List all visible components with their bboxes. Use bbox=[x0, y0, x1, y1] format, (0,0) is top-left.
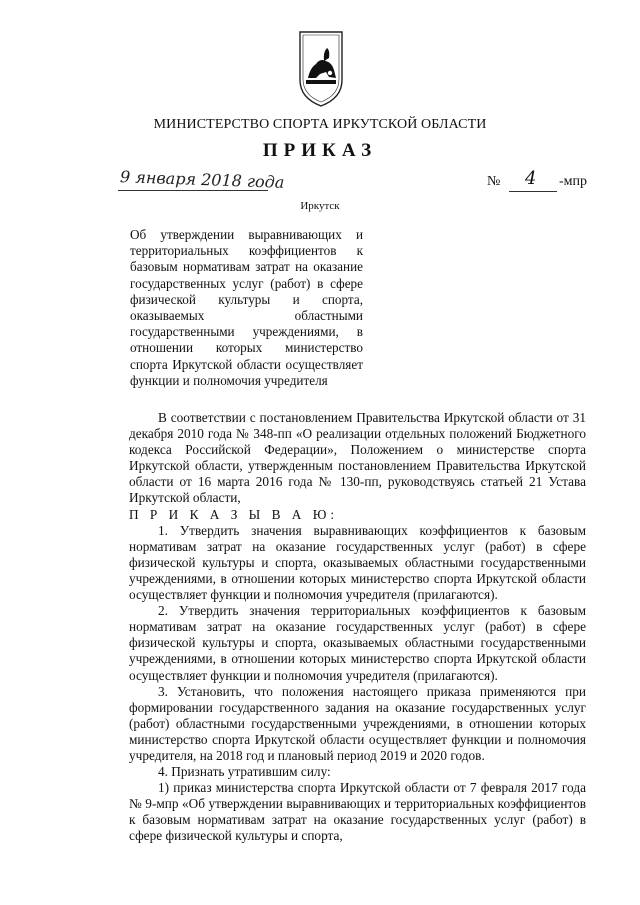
order-number bbox=[487, 168, 607, 196]
order-body bbox=[129, 410, 586, 845]
handwritten-number: 4 bbox=[525, 168, 537, 189]
number-suffix: -мпр bbox=[559, 174, 588, 189]
handwritten-date: 9 января 2018 года bbox=[119, 167, 285, 192]
number-sign: № bbox=[487, 174, 501, 189]
order-item-1: 1. Утвердить значения выравнивающих коэффициентов к базовым нормативам затрат на оказание государственных услуг (работ) в сфере физической культуры и спорта, оказываемых областными государственными учреждениями, в отношении которых министерство спорта Иркутской области осуществляет функции и полномочия учредителя (прилагаются). bbox=[129, 522, 586, 603]
number-underline bbox=[509, 191, 557, 192]
ministry-name: МИНИСТЕРСТВО СПОРТА ИРКУТСКОЙ ОБЛАСТИ bbox=[153, 117, 487, 132]
order-word: П Р И К А З Ы В А Ю: bbox=[129, 506, 339, 522]
order-item-4-1: 1) приказ министерства спорта Иркутской области от 7 февраля 2017 года № 9-мпр «Об утверждении выравнивающих и территориальных коэффициентов к базовым нормативам затрат на оказание государственных услуг (работ) в сфере физической культуры и спорта, bbox=[129, 780, 586, 844]
city-name: Иркутск bbox=[300, 200, 340, 212]
order-item-2: 2. Утвердить значения территориальных коэффициентов к базовым нормативам затрат на оказание государственных услуг (работ) в сфере физической культуры и спорта, оказываемых областными государственными учреждениями, в отношении которых министерство спорта Иркутской области осуществляет функции и полномочия учредителя (прилагаются). bbox=[129, 603, 586, 683]
order-subject: Об утверждении выравнивающих и территориальных коэффициентов к базовым нормативам затрат на оказание государственных услуг (работ) в сфере физической культуры и спорта, оказываемых областными государственными учреждениями, в отношении которых министерство спорта Иркутской области осуществляет функции и полномочия учредителя bbox=[130, 227, 363, 388]
order-item-3: 3. Установить, что положения настоящего приказа применяются при формировании государственного задания на оказание государственных услуг (работ) областными государственными учреждениями, в отношении которых министерство спорта Иркутской области осуществляет функции и полномочия учредителя, на 2018 год и плановый период 2019 и 2020 годов. bbox=[129, 683, 586, 763]
document-title: ПРИКАЗ bbox=[262, 140, 378, 161]
preamble-paragraph: В соответствии с постановлением Правительства Иркутской области от 31 декабря 2010 года № 348-пп «О реализации отдельных положений Бюджетного кодекса Российской Федерации», Положением о министерстве спорта Иркутской области, утвержденным постановлением Правительства Иркутской области от 16 марта 2016 года № 130-пп, руководствуясь статьей 21 Устава Иркутской области, bbox=[129, 410, 586, 506]
coat-of-arms-icon bbox=[296, 28, 346, 108]
order-item-4: 4. Признать утратившим силу: bbox=[158, 764, 331, 780]
date-underline bbox=[118, 190, 268, 191]
